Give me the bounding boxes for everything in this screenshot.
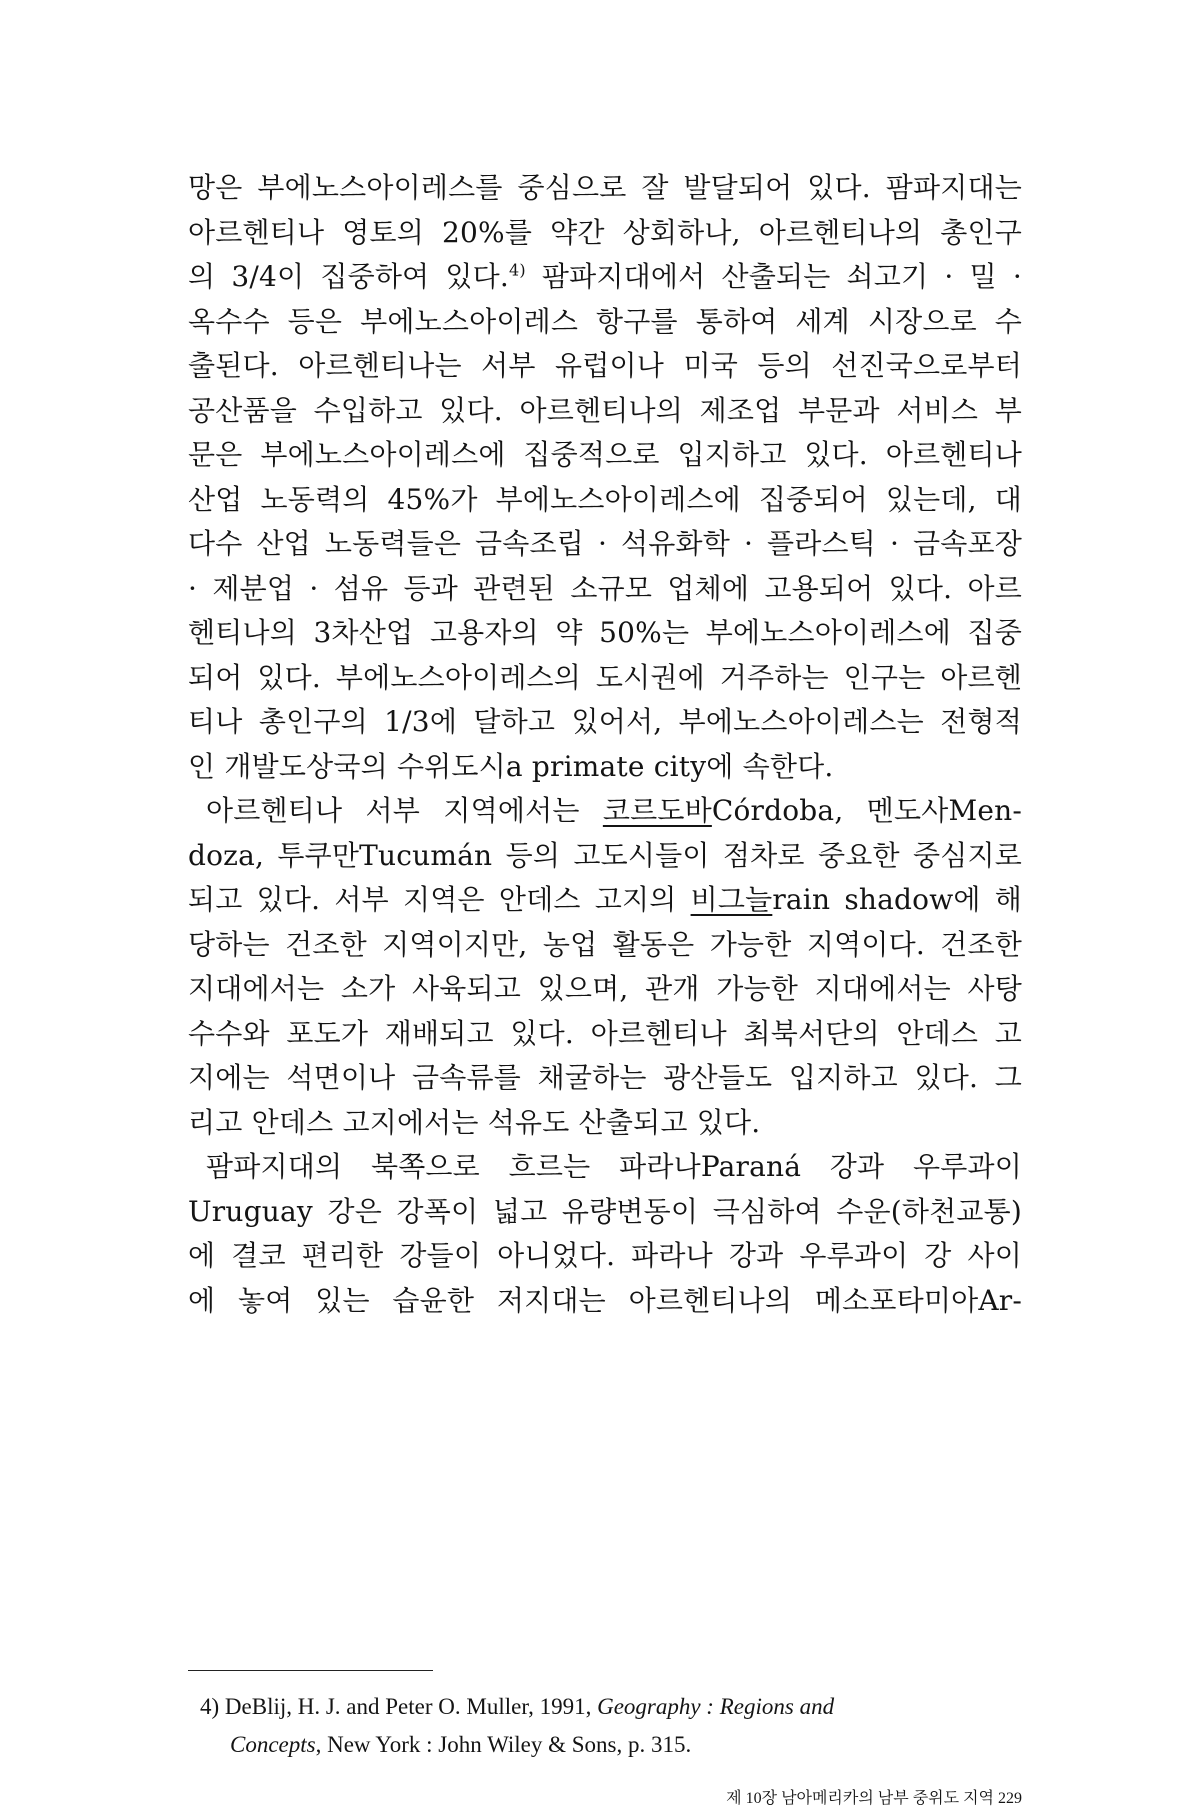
text-line <box>188 255 1022 300</box>
text-line: 망은 부에노스아이레스를 중심으로 잘 발달되어 있다. 팜파지대는 <box>188 171 1022 204</box>
body-text <box>188 166 1022 1323</box>
text-line: 당하는 건조한 지역이지만, 농업 활동은 가능한 지역이다. 건조한 <box>188 927 1022 961</box>
text-line: 에 결코 편리한 강들이 아니었다. 파라나 강과 우루과이 강 사이 <box>188 1239 1022 1272</box>
text-line: 지에는 석면이나 금속류를 채굴하는 광산들도 입지하고 있다. 그 <box>188 1061 1022 1094</box>
text-line: Uruguay 강은 강폭이 넓고 유량변동이 극심하여 수운(하천교통) <box>188 1194 1022 1228</box>
text-span: 아르헨티나 서부 지역에서는 <box>206 794 603 827</box>
text-line: 티나 총인구의 1/3에 달하고 있어서, 부에노스아이레스는 전형적 <box>188 705 1022 738</box>
text-line <box>188 789 1022 834</box>
text-line: 문은 부에노스아이레스에 집중적으로 입지하고 있다. 아르헨티나 <box>188 438 1022 471</box>
underlined-term: 비그늘 <box>690 883 773 916</box>
text-line: 지대에서는 소가 사육되고 있으며, 관개 가능한 지대에서는 사탕 <box>188 972 1022 1005</box>
footnote-title: Geography : Regions and <box>597 1694 835 1719</box>
text-line: 산업 노동력의 45%가 부에노스아이레스에 집중되어 있는데, 대 <box>188 482 1022 516</box>
text-line <box>188 878 1022 923</box>
text-line: 다수 산업 노동력들은 금속조립 · 석유화학 · 플라스틱 · 금속포장 <box>188 527 1022 560</box>
text-line: 출된다. 아르헨티나는 서부 유럽이나 미국 등의 선진국으로부터 <box>188 349 1022 382</box>
text-line: 아르헨티나 영토의 20%를 약간 상회하나, 아르헨티나의 총인구 <box>188 215 1022 249</box>
footnote-publisher: , New York : John Wiley & Sons, p. 315. <box>315 1732 692 1757</box>
text-line: 리고 안데스 고지에서는 석유도 산출되고 있다. <box>188 1105 761 1139</box>
text-line: 수수와 포도가 재배되고 있다. 아르헨티나 최북서단의 안데스 고 <box>188 1016 1022 1050</box>
footnote-title: Concepts <box>230 1732 316 1757</box>
text-line: · 제분업 · 섬유 등과 관련된 소규모 업체에 고용되어 있다. 아르 <box>188 571 1022 605</box>
footnote-line <box>200 1726 1022 1764</box>
text-span: 되고 있다. 서부 지역은 안데스 고지의 <box>188 883 691 916</box>
text-line: 옥수수 등은 부에노스아이레스 항구를 통하여 세계 시장으로 수 <box>188 304 1022 338</box>
footnote-author: DeBlij, H. J. and Peter O. Muller, 1991, <box>224 1694 598 1719</box>
text-line: 에 놓여 있는 습윤한 저지대는 아르헨티나의 메소포타미아Ar- <box>188 1283 1022 1317</box>
underlined-term: 코르도바 <box>602 794 712 827</box>
text-line: 되어 있다. 부에노스아이레스의 도시권에 거주하는 인구는 아르헨 <box>188 660 1022 694</box>
text-line: 인 개발도상국의 수위도시a primate city에 속한다. <box>188 749 834 783</box>
chapter-title: 제 10장 남아메리카의 남부 중위도 지역 <box>726 1790 994 1807</box>
footnote-line <box>200 1688 1022 1726</box>
footnote-divider <box>188 1670 433 1671</box>
page-number: 229 <box>998 1790 1022 1807</box>
text-line: 헨티나의 3차산업 고용자의 약 50%는 부에노스아이레스에 집중 <box>188 616 1022 649</box>
footnote-reference[interactable]: 4) <box>509 260 526 280</box>
text-span: 의 3/4이 집중하여 있다. <box>188 260 509 293</box>
text-span: rain shadow에 해 <box>772 883 1022 916</box>
text-line: doza, 투쿠만Tucumán 등의 고도시들이 점차로 중요한 중심지로 <box>188 838 1022 872</box>
text-line: 공산품을 수입하고 있다. 아르헨티나의 제조업 부문과 서비스 부 <box>188 393 1022 427</box>
footnote-number: 4) <box>200 1694 220 1719</box>
text-line: 팜파지대의 북쪽으로 흐르는 파라나Paraná 강과 우루과이 <box>206 1150 1022 1183</box>
text-span: 팜파지대에서 산출되는 쇠고기 · 밀 · <box>541 260 1022 293</box>
running-footer <box>726 1785 1022 1807</box>
text-span: Córdoba, 멘도사Men- <box>711 794 1022 827</box>
footnote <box>200 1688 1022 1764</box>
